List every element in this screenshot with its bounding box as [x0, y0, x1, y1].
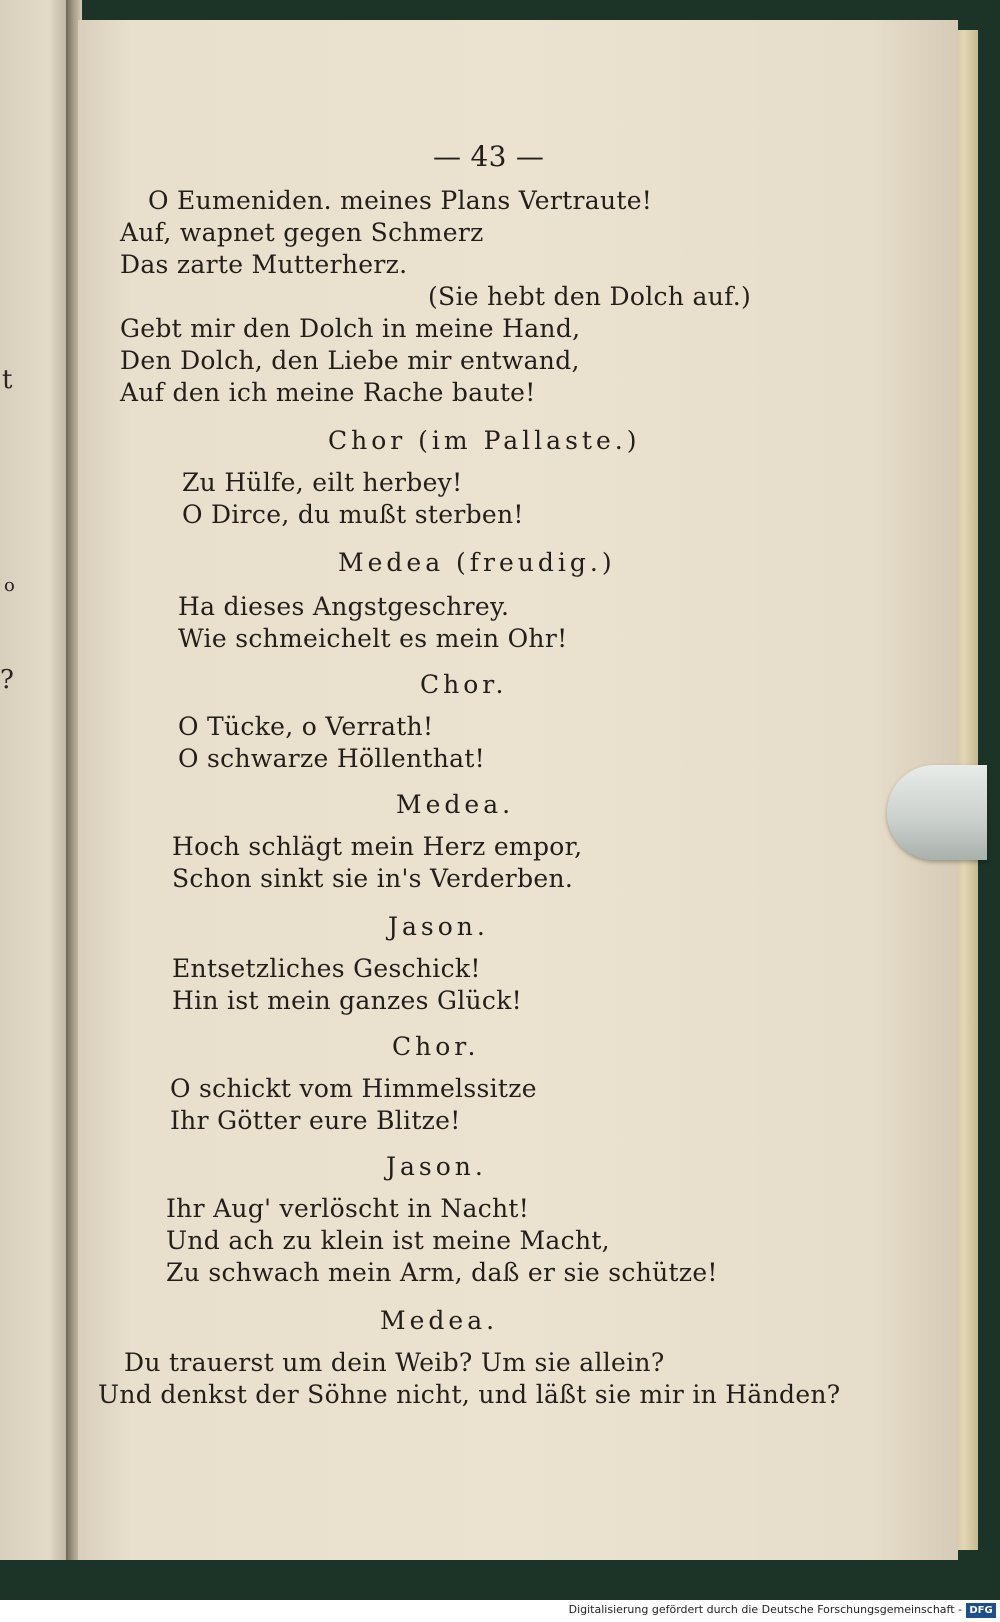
text-line: O schwarze Höllenthat! [178, 744, 486, 773]
text-line: O Eumeniden. meines Plans Vertraute! [148, 186, 653, 215]
text-line: O schickt vom Himmelssitze [170, 1074, 537, 1103]
speaker-heading: Chor (im Pallaste.) [328, 426, 641, 455]
page-clip [887, 765, 987, 860]
text-line: Und denkst der Söhne nicht, und läßt sie mir in Händen? [98, 1380, 841, 1409]
text-line: Zu Hülfe, eilt herbey! [182, 468, 463, 497]
text-line: Schon sinkt sie in's Verderben. [172, 864, 574, 893]
text-line: Wie schmeichelt es mein Ohr! [178, 624, 568, 653]
page-number: — 43 — [433, 140, 545, 173]
speaker-heading: Medea (freudig.) [338, 548, 616, 577]
text-line: Auf, wapnet gegen Schmerz [120, 218, 484, 247]
text-line: Den Dolch, den Liebe mir entwand, [120, 346, 580, 375]
text-line: O Tücke, o Verrath! [178, 712, 434, 741]
stage-direction: (Sie hebt den Dolch auf.) [428, 282, 752, 311]
speaker-heading: Chor. [392, 1032, 480, 1061]
text-line: Entsetzliches Geschick! [172, 954, 481, 983]
left-page-edge [0, 0, 70, 1560]
footer-credit: Digitalisierung gefördert durch die Deutsche Forschungsgemeinschaft - [568, 1603, 962, 1616]
text-line: Zu schwach mein Arm, daß er sie schütze! [166, 1258, 718, 1287]
speaker-heading: Medea. [396, 790, 515, 819]
text-line: Auf den ich meine Rache baute! [120, 378, 536, 407]
speaker-heading: Chor. [420, 670, 508, 699]
text-line: Ihr Aug' verlöscht in Nacht! [166, 1194, 530, 1223]
dfg-logo: DFG [966, 1603, 996, 1618]
text-line: Du trauerst um dein Weib? Um sie allein? [124, 1348, 665, 1377]
text-line: Hin ist mein ganzes Glück! [172, 986, 523, 1015]
left-page-fragment: t [2, 365, 13, 395]
text-line: Das zarte Mutterherz. [120, 250, 408, 279]
text-line: Und ach zu klein ist meine Macht, [166, 1226, 610, 1255]
text-line: Ha dieses Angstgeschrey. [178, 592, 510, 621]
text-line: Hoch schlägt mein Herz empor, [172, 832, 583, 861]
left-page-fragment: o [4, 575, 15, 596]
text-line: Gebt mir den Dolch in meine Hand, [120, 314, 581, 343]
left-page-fragment: ? [0, 665, 14, 695]
text-line: Ihr Götter eure Blitze! [170, 1106, 461, 1135]
digitization-footer [0, 1600, 1000, 1622]
text-line: O Dirce, du mußt sterben! [182, 500, 524, 529]
speaker-heading: Jason. [386, 1152, 487, 1181]
speaker-heading: Jason. [388, 912, 489, 941]
speaker-heading: Medea. [380, 1306, 499, 1335]
